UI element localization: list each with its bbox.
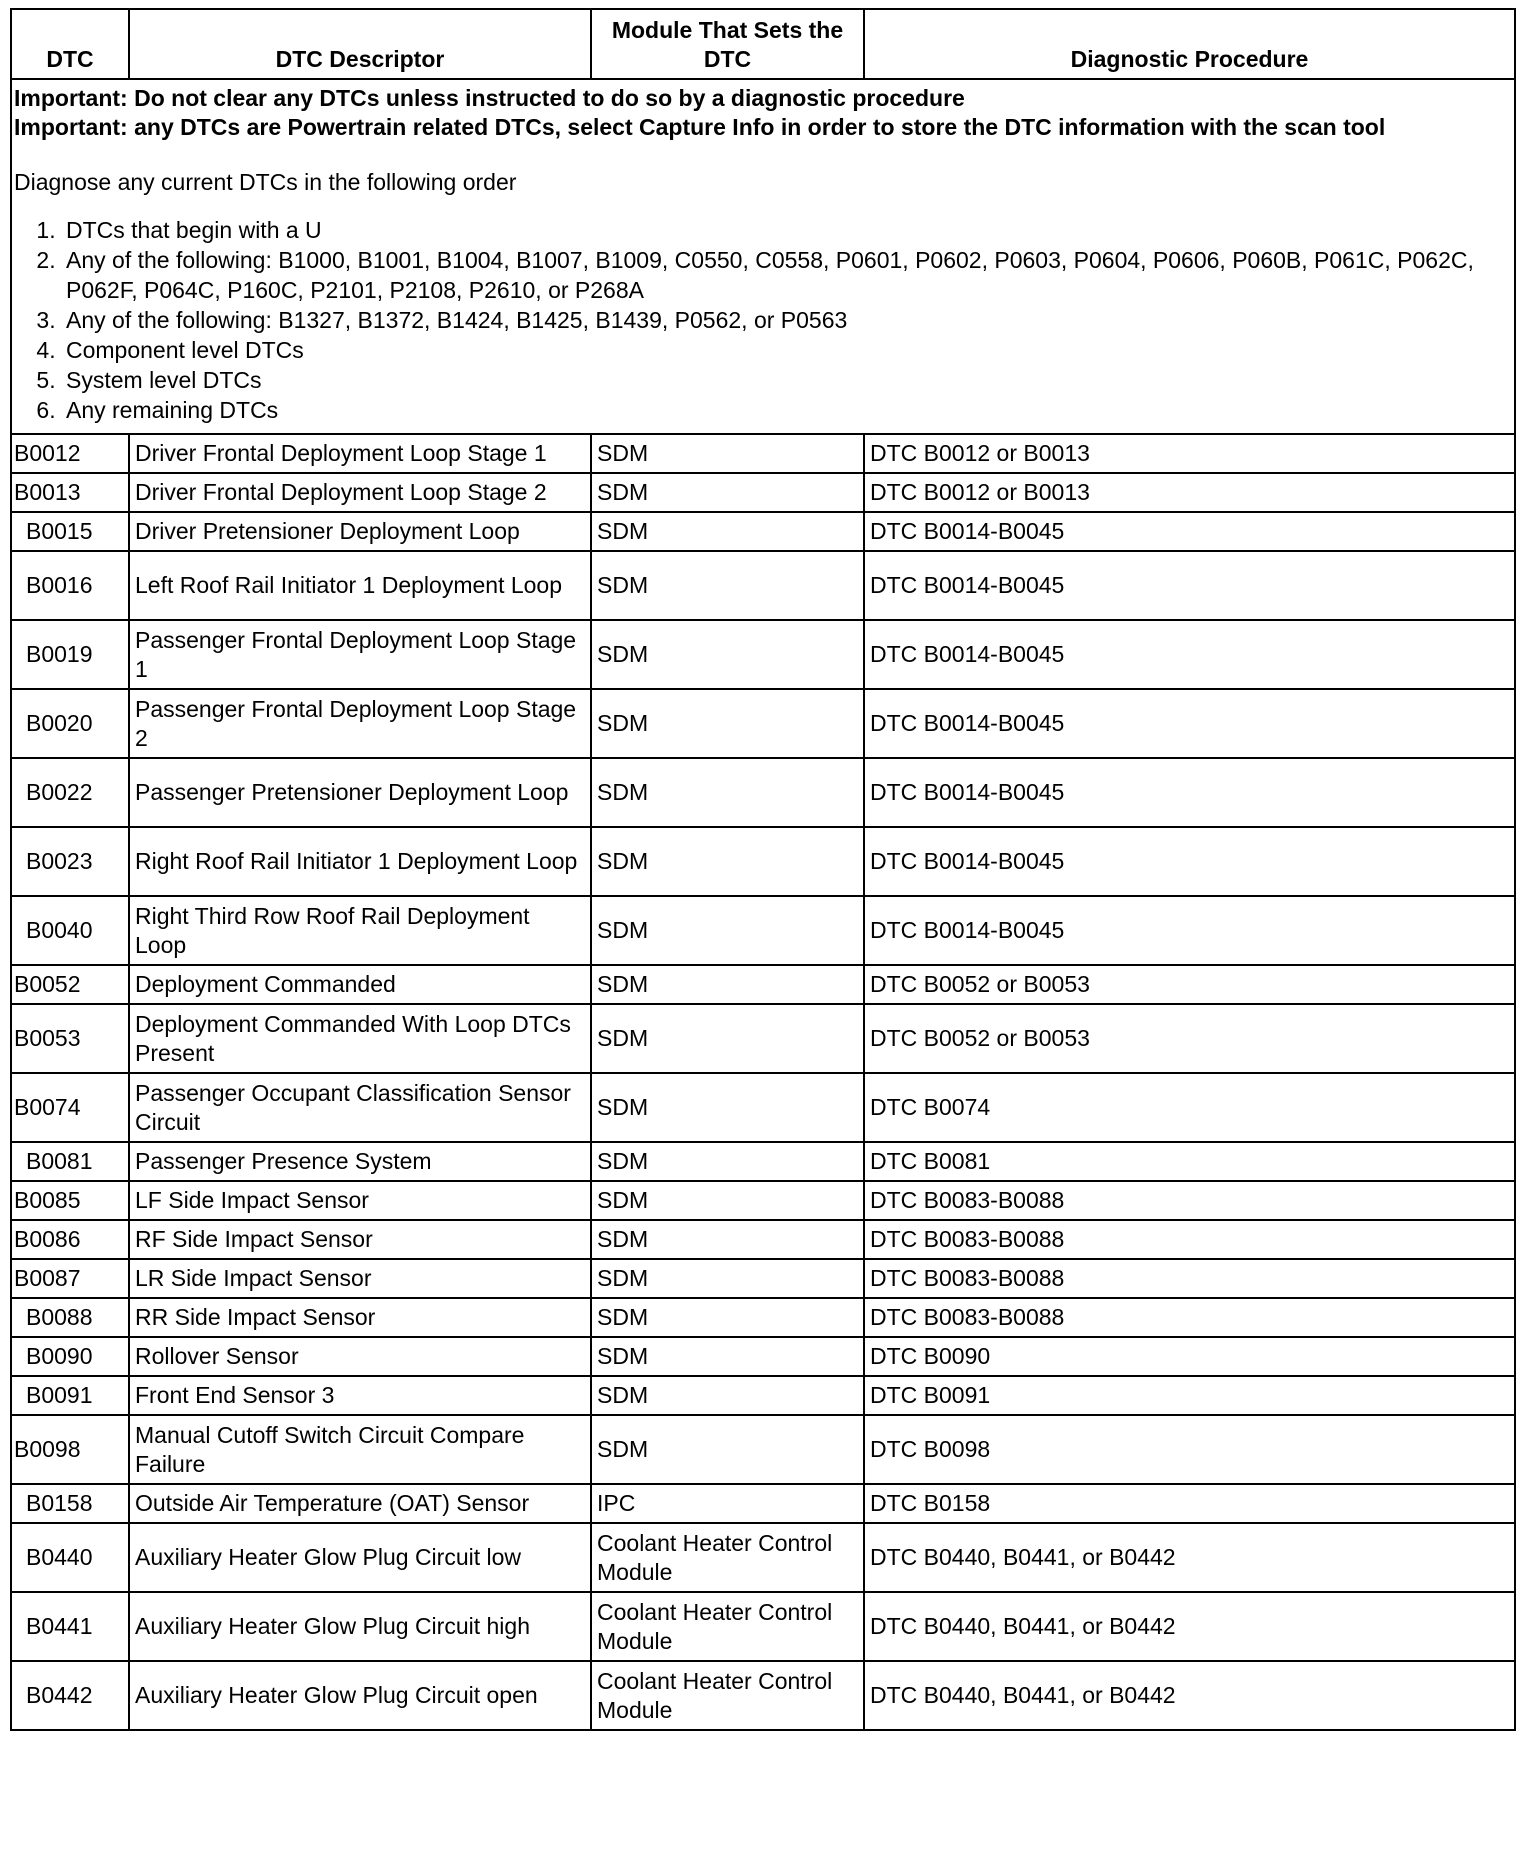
procedure-cell: DTC B0012 or B0013 xyxy=(864,434,1515,473)
dtc-code-cell: B0098 xyxy=(11,1415,129,1484)
dtc-code-cell: B0440 xyxy=(11,1523,129,1592)
dtc-code-cell: B0086 xyxy=(11,1220,129,1259)
table-row xyxy=(11,758,1515,827)
module-cell: SDM xyxy=(591,1004,864,1073)
dtc-descriptor-cell: Passenger Frontal Deployment Loop Stage 2 xyxy=(129,689,591,758)
dtc-code-cell: B0442 xyxy=(11,1661,129,1730)
order-item: 6. Any remaining DTCs xyxy=(62,395,1512,425)
table-row xyxy=(11,1181,1515,1220)
module-cell: SDM xyxy=(591,512,864,551)
procedure-cell: DTC B0083-B0088 xyxy=(864,1220,1515,1259)
dtc-descriptor-cell: Deployment Commanded With Loop DTCs Present xyxy=(129,1004,591,1073)
dtc-descriptor-cell: Manual Cutoff Switch Circuit Compare Failure xyxy=(129,1415,591,1484)
procedure-cell: DTC B0052 or B0053 xyxy=(864,965,1515,1004)
table-row xyxy=(11,512,1515,551)
dtc-descriptor-cell: RF Side Impact Sensor xyxy=(129,1220,591,1259)
module-cell: SDM xyxy=(591,965,864,1004)
dtc-code-cell: B0020 xyxy=(11,689,129,758)
table-row xyxy=(11,1661,1515,1730)
table-row xyxy=(11,1337,1515,1376)
table-row xyxy=(11,434,1515,473)
procedure-cell: DTC B0014-B0045 xyxy=(864,551,1515,620)
dtc-descriptor-cell: Right Roof Rail Initiator 1 Deployment Loop xyxy=(129,827,591,896)
dtc-code-cell: B0019 xyxy=(11,620,129,689)
dtc-code-cell: B0040 xyxy=(11,896,129,965)
important-note-2: Important: any DTCs are Powertrain related DTCs, select Capture Info in order to store the DTC information with the scan tool xyxy=(14,114,1386,140)
module-cell: SDM xyxy=(591,896,864,965)
dtc-code-cell: B0013 xyxy=(11,473,129,512)
module-cell: SDM xyxy=(591,551,864,620)
table-row xyxy=(11,1073,1515,1142)
dtc-table xyxy=(10,8,1516,1731)
procedure-cell: DTC B0440, B0441, or B0442 xyxy=(864,1661,1515,1730)
table-row xyxy=(11,1376,1515,1415)
dtc-code-cell: B0012 xyxy=(11,434,129,473)
dtc-descriptor-cell: Rollover Sensor xyxy=(129,1337,591,1376)
module-cell: SDM xyxy=(591,1220,864,1259)
table-row xyxy=(11,620,1515,689)
procedure-cell: DTC B0014-B0045 xyxy=(864,689,1515,758)
dtc-code-cell: B0088 xyxy=(11,1298,129,1337)
dtc-descriptor-cell: Passenger Presence System xyxy=(129,1142,591,1181)
module-cell: SDM xyxy=(591,1298,864,1337)
table-row xyxy=(11,1592,1515,1661)
order-item: 1. DTCs that begin with a U xyxy=(62,215,1512,245)
header-descriptor: DTC Descriptor xyxy=(129,9,591,79)
dtc-code-cell: B0023 xyxy=(11,827,129,896)
module-cell: Coolant Heater Control Module xyxy=(591,1661,864,1730)
dtc-descriptor-cell: Driver Frontal Deployment Loop Stage 1 xyxy=(129,434,591,473)
order-item: 4. Component level DTCs xyxy=(62,335,1512,365)
procedure-cell: DTC B0014-B0045 xyxy=(864,758,1515,827)
dtc-code-cell: B0090 xyxy=(11,1337,129,1376)
module-cell: SDM xyxy=(591,620,864,689)
diagnose-order-list xyxy=(14,215,1512,425)
dtc-descriptor-cell: Front End Sensor 3 xyxy=(129,1376,591,1415)
module-cell: Coolant Heater Control Module xyxy=(591,1592,864,1661)
procedure-cell: DTC B0158 xyxy=(864,1484,1515,1523)
module-cell: SDM xyxy=(591,1259,864,1298)
module-cell: Coolant Heater Control Module xyxy=(591,1523,864,1592)
table-row xyxy=(11,1415,1515,1484)
dtc-descriptor-cell: Deployment Commanded xyxy=(129,965,591,1004)
table-row xyxy=(11,965,1515,1004)
dtc-descriptor-cell: Passenger Occupant Classification Sensor Circuit xyxy=(129,1073,591,1142)
dtc-table-container xyxy=(10,8,1514,1731)
dtc-code-cell: B0087 xyxy=(11,1259,129,1298)
dtc-descriptor-cell: Auxiliary Heater Glow Plug Circuit open xyxy=(129,1661,591,1730)
dtc-code-cell: B0091 xyxy=(11,1376,129,1415)
dtc-descriptor-cell: Outside Air Temperature (OAT) Sensor xyxy=(129,1484,591,1523)
procedure-cell: DTC B0052 or B0053 xyxy=(864,1004,1515,1073)
table-row xyxy=(11,1220,1515,1259)
table-row xyxy=(11,1523,1515,1592)
module-cell: SDM xyxy=(591,1142,864,1181)
dtc-code-cell: B0015 xyxy=(11,512,129,551)
module-cell: SDM xyxy=(591,434,864,473)
dtc-descriptor-cell: LF Side Impact Sensor xyxy=(129,1181,591,1220)
table-row xyxy=(11,896,1515,965)
procedure-cell: DTC B0098 xyxy=(864,1415,1515,1484)
module-cell: SDM xyxy=(591,827,864,896)
order-item: 3. Any of the following: B1327, B1372, B1424, B1425, B1439, P0562, or P0563 xyxy=(62,305,1512,335)
dtc-code-cell: B0053 xyxy=(11,1004,129,1073)
dtc-code-cell: B0016 xyxy=(11,551,129,620)
dtc-code-cell: B0085 xyxy=(11,1181,129,1220)
dtc-descriptor-cell: Auxiliary Heater Glow Plug Circuit low xyxy=(129,1523,591,1592)
dtc-descriptor-cell: Driver Pretensioner Deployment Loop xyxy=(129,512,591,551)
dtc-code-cell: B0158 xyxy=(11,1484,129,1523)
header-dtc: DTC xyxy=(11,9,129,79)
dtc-code-cell: B0052 xyxy=(11,965,129,1004)
table-row xyxy=(11,1004,1515,1073)
important-note-1: Important: Do not clear any DTCs unless instructed to do so by a diagnostic procedure xyxy=(14,85,965,111)
module-cell: SDM xyxy=(591,689,864,758)
table-row xyxy=(11,1142,1515,1181)
procedure-cell: DTC B0083-B0088 xyxy=(864,1259,1515,1298)
procedure-cell: DTC B0014-B0045 xyxy=(864,896,1515,965)
dtc-descriptor-cell: Driver Frontal Deployment Loop Stage 2 xyxy=(129,473,591,512)
dtc-descriptor-cell: Auxiliary Heater Glow Plug Circuit high xyxy=(129,1592,591,1661)
dtc-descriptor-cell: Passenger Frontal Deployment Loop Stage 1 xyxy=(129,620,591,689)
procedure-cell: DTC B0090 xyxy=(864,1337,1515,1376)
module-cell: SDM xyxy=(591,1181,864,1220)
diagnose-order-intro: Diagnose any current DTCs in the following order xyxy=(14,169,517,195)
module-cell: SDM xyxy=(591,1376,864,1415)
procedure-cell: DTC B0081 xyxy=(864,1142,1515,1181)
module-cell: SDM xyxy=(591,1073,864,1142)
procedure-cell: DTC B0012 or B0013 xyxy=(864,473,1515,512)
order-item: 2. Any of the following: B1000, B1001, B1004, B1007, B1009, C0550, C0558, P0601, P0602, P0603, P0604, P0606, P060B, P061C, P062C, P062F, P064C, P160C, P2101, P2108, P2610, or P268A xyxy=(62,245,1512,305)
procedure-cell: DTC B0014-B0045 xyxy=(864,827,1515,896)
table-row xyxy=(11,1298,1515,1337)
dtc-code-cell: B0022 xyxy=(11,758,129,827)
dtc-code-cell: B0074 xyxy=(11,1073,129,1142)
dtc-descriptor-cell: LR Side Impact Sensor xyxy=(129,1259,591,1298)
table-row xyxy=(11,551,1515,620)
header-row xyxy=(11,9,1515,79)
dtc-code-cell: B0081 xyxy=(11,1142,129,1181)
module-cell: SDM xyxy=(591,1415,864,1484)
important-row xyxy=(11,79,1515,434)
procedure-cell: DTC B0440, B0441, or B0442 xyxy=(864,1592,1515,1661)
dtc-descriptor-cell: RR Side Impact Sensor xyxy=(129,1298,591,1337)
procedure-cell: DTC B0014-B0045 xyxy=(864,512,1515,551)
table-row xyxy=(11,827,1515,896)
procedure-cell: DTC B0014-B0045 xyxy=(864,620,1515,689)
important-cell xyxy=(11,79,1515,434)
dtc-descriptor-cell: Passenger Pretensioner Deployment Loop xyxy=(129,758,591,827)
procedure-cell: DTC B0083-B0088 xyxy=(864,1181,1515,1220)
table-row xyxy=(11,473,1515,512)
header-module: Module That Sets the DTC xyxy=(591,9,864,79)
module-cell: IPC xyxy=(591,1484,864,1523)
table-row xyxy=(11,689,1515,758)
table-row xyxy=(11,1259,1515,1298)
dtc-descriptor-cell: Right Third Row Roof Rail Deployment Loop xyxy=(129,896,591,965)
module-cell: SDM xyxy=(591,473,864,512)
order-item: 5. System level DTCs xyxy=(62,365,1512,395)
procedure-cell: DTC B0091 xyxy=(864,1376,1515,1415)
module-cell: SDM xyxy=(591,1337,864,1376)
procedure-cell: DTC B0083-B0088 xyxy=(864,1298,1515,1337)
procedure-cell: DTC B0440, B0441, or B0442 xyxy=(864,1523,1515,1592)
procedure-cell: DTC B0074 xyxy=(864,1073,1515,1142)
module-cell: SDM xyxy=(591,758,864,827)
header-procedure: Diagnostic Procedure xyxy=(864,9,1515,79)
table-row xyxy=(11,1484,1515,1523)
dtc-code-cell: B0441 xyxy=(11,1592,129,1661)
dtc-descriptor-cell: Left Roof Rail Initiator 1 Deployment Loop xyxy=(129,551,591,620)
